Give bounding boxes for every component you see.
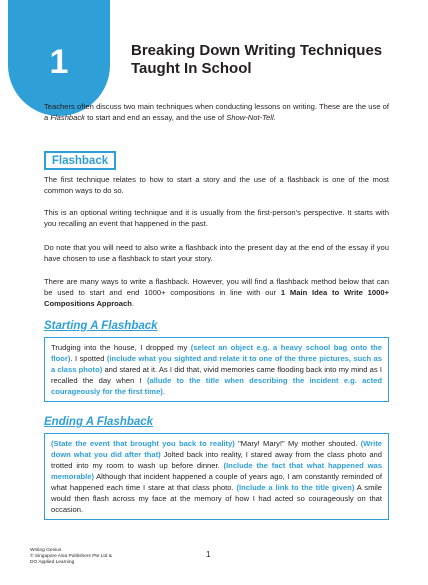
- intro-paragraph: [44, 101, 389, 123]
- flashback-para-4-text: There are many ways to write a flashback. However, you will find a flashback method below that can be used to start and end 1000+ compositions in line with our: [44, 277, 389, 297]
- footer-line-1: Writing Genius: [30, 548, 62, 553]
- starting-hint-1: (select an object e.g. a heavy school bag onto the floor): [51, 343, 382, 363]
- ending-hint-4: (Include a link to the title given): [236, 483, 355, 492]
- starting-flashback-box: [44, 337, 389, 402]
- starting-hint-3: (allude to the title when describing the incident e.g. acted courageously for the first time): [51, 376, 382, 396]
- starting-text-2: . I spotted: [70, 354, 107, 363]
- ending-flashback-box: [44, 433, 389, 520]
- intro-text-1: Teachers often discuss two main techniques when conducting lessons on writing. These are the use of a: [44, 102, 389, 122]
- flashback-heading: Flashback: [51, 154, 109, 167]
- chapter-title-line2: Taught In School: [131, 60, 252, 77]
- footer-line-2: © Singapore Asia Publishers Pte Ltd &: [30, 554, 112, 559]
- starting-flashback-heading: Starting A Flashback: [44, 320, 158, 332]
- flashback-para-2: This is an optional writing technique and it is usually from the first-person's perspective. It starts with you recalling an event that happened in the past.: [44, 208, 389, 228]
- intro-text-show-not-tell: Show-Not-Tell: [226, 113, 274, 122]
- starting-text-4: .: [162, 387, 165, 396]
- flashback-para-4-bold: 1 Main Idea to Write 1000+ Compositions Approach: [44, 288, 390, 308]
- ending-text-3: Although that incident happened a couple of years ago, I am constantly reminded of what happened each time I stare at that class photo.: [51, 472, 382, 492]
- ending-text-4: A smile would then flash across my face at the memory of how I had acted so courageously on that occasion.: [51, 483, 382, 514]
- page-number: 1: [206, 550, 211, 559]
- flashback-para-4-end: .: [131, 299, 135, 308]
- ending-flashback-heading: Ending A Flashback: [44, 416, 154, 428]
- flashback-para-1: The first technique relates to how to start a story and the use of a flashback is one of the most common ways to do so.: [44, 175, 389, 195]
- chapter-number: 1: [49, 42, 69, 81]
- flashback-para-4: [44, 276, 389, 309]
- intro-text-5: .: [273, 113, 276, 122]
- flashback-heading-box: [44, 151, 116, 170]
- starting-text-3: and stared at it. As I did that, vivid memories came flooding back into my mind as I recalled the day when I: [51, 365, 382, 385]
- footer-publisher: [30, 548, 112, 566]
- starting-text-1: Trudging into the house, I dropped my: [51, 343, 191, 352]
- intro-text-flashback: Flashback: [50, 113, 85, 122]
- flashback-para-3: Do note that you will need to also write a flashback into the present day at the end of the essay if you have chosen to use a flashback to start your story.: [44, 243, 389, 263]
- starting-hint-2: (include what you sighted and relate it to one of the three pictures, such as a class photo): [51, 354, 382, 374]
- ending-hint-1: (State the event that brought you back to reality): [51, 439, 235, 448]
- ending-hint-2: (Write down what you did after that): [51, 439, 382, 459]
- intro-text-3: to start and end an essay, and the use of: [84, 113, 227, 122]
- chapter-title: [131, 42, 411, 78]
- ending-text-1: "Mary! Mary!" My mother shouted.: [234, 439, 361, 448]
- footer-line-3: DO Applied Learning: [30, 560, 75, 565]
- chapter-number-tab: [8, 0, 110, 116]
- chapter-title-line1: Breaking Down Writing Techniques: [131, 42, 383, 59]
- ending-hint-3: (Include the fact that what happened was memorable): [51, 461, 382, 481]
- ending-text-2: Jolted back into reality, I stared away from the class photo and trotted into my room to wash up before dinner.: [51, 450, 383, 470]
